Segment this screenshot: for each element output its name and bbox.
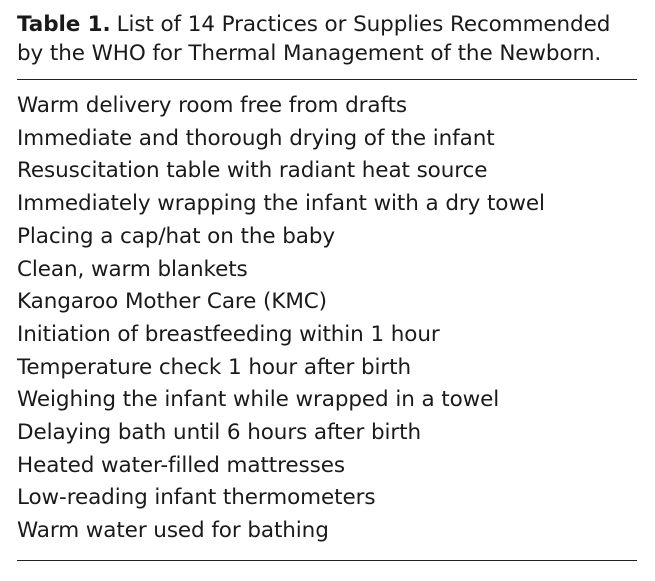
table-caption [17, 10, 637, 68]
table-caption-text: List of 14 Practices or Supplies Recommended by the WHO for Thermal Management of the Newborn. [17, 12, 611, 66]
table-row: Warm delivery room free from drafts [17, 93, 407, 118]
table-row: Kangaroo Mother Care (KMC) [17, 289, 327, 315]
table-row: Low-reading infant thermometers [17, 485, 376, 511]
table-row: Delaying bath until 6 hours after birth [17, 420, 422, 446]
table [17, 10, 637, 561]
table-row: Immediate and thorough drying of the infant [17, 125, 495, 151]
table-row: Weighing the infant while wrapped in a towel [17, 387, 500, 413]
table-body [17, 90, 637, 548]
table-row: Initiation of breastfeeding within 1 hour [17, 321, 440, 347]
table-row: Heated water-filled mattresses [17, 452, 345, 478]
table-row: Clean, warm blankets [17, 256, 248, 282]
table-label: Table 1. [17, 12, 111, 37]
table-row: Warm water used for bathing [17, 518, 329, 544]
table-row: Temperature check 1 hour after birth [17, 354, 412, 380]
table-row: Placing a cap/hat on the baby [17, 223, 336, 249]
bottom-rule [17, 560, 637, 561]
table-row: Immediately wrapping the infant with a dry towel [17, 191, 545, 217]
top-rule [17, 79, 637, 80]
table-row: Resuscitation table with radiant heat source [17, 158, 488, 184]
